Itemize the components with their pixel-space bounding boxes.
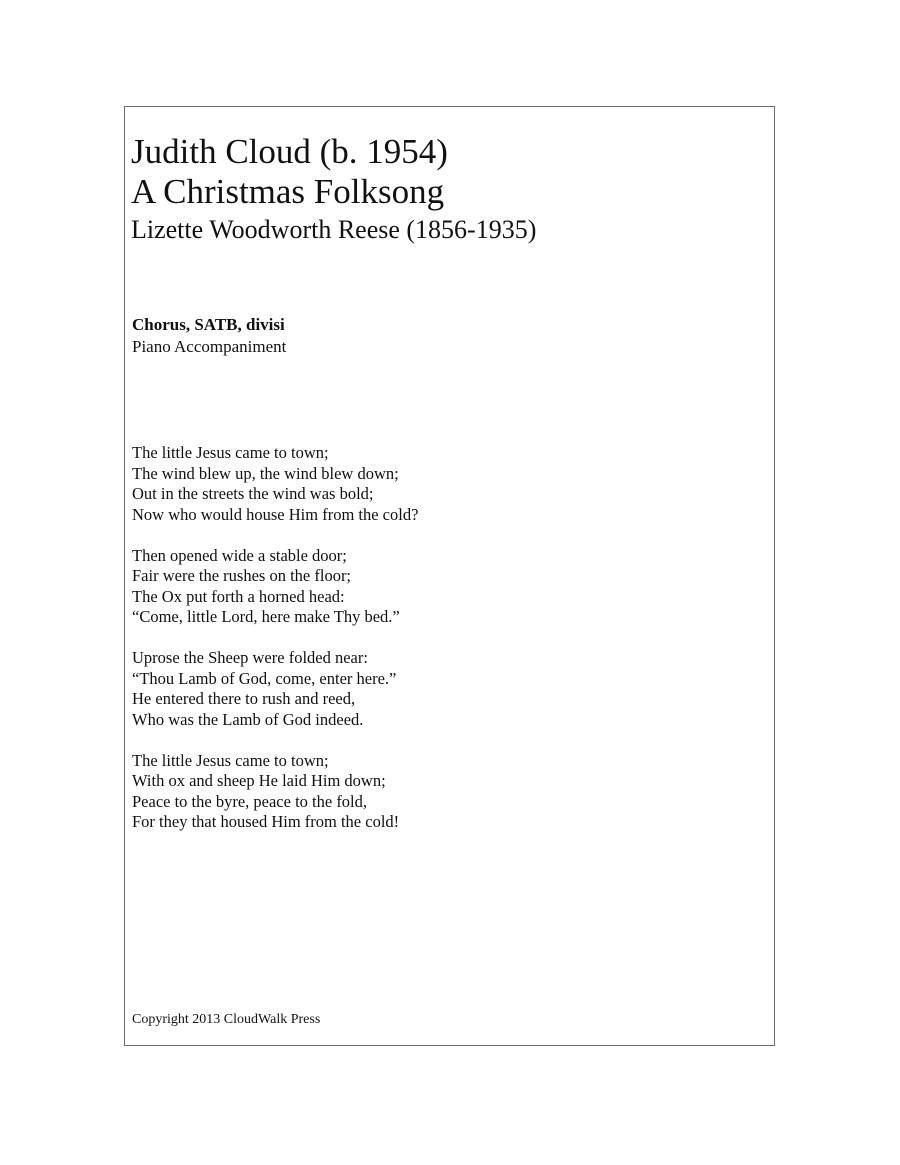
verse-line: The wind blew up, the wind blew down;	[132, 463, 399, 483]
poet-name: Lizette Woodworth Reese (1856-1935)	[131, 215, 537, 244]
verse-line: The little Jesus came to town;	[132, 750, 329, 770]
stanza	[132, 443, 418, 525]
stanza	[132, 546, 418, 628]
verse-line: Fair were the rushes on the floor;	[132, 566, 352, 585]
verse-line: Peace to the byre, peace to the fold,	[132, 791, 368, 811]
poem-text	[132, 443, 418, 853]
verse-line: “Come, little Lord, here make Thy bed.”	[132, 607, 400, 626]
verse-line: Uprose the Sheep were folded near:	[132, 648, 368, 667]
work-title: A Christmas Folksong	[131, 172, 445, 211]
verse-line: The little Jesus came to town;	[132, 443, 329, 462]
copyright-notice: Copyright 2013 CloudWalk Press	[132, 1012, 321, 1027]
stanza	[132, 751, 418, 833]
verse-line: For they that housed Him from the cold!	[132, 812, 400, 831]
scoring-block	[132, 314, 286, 358]
voicing: Chorus, SATB, divisi	[132, 315, 285, 334]
composer-name: Judith Cloud (b. 1954)	[131, 132, 448, 171]
stanza	[132, 648, 418, 730]
verse-line: Out in the streets the wind was bold;	[132, 484, 374, 503]
verse-line: He entered there to rush and reed,	[132, 689, 356, 708]
verse-line: With ox and sheep He laid Him down;	[132, 771, 386, 790]
verse-line: Now who would house Him from the cold?	[132, 504, 419, 524]
title-block	[131, 132, 536, 248]
verse-line: Who was the Lamb of God indeed.	[132, 709, 364, 729]
verse-line: The Ox put forth a horned head:	[132, 586, 345, 606]
verse-line: Then opened wide a stable door;	[132, 545, 347, 565]
verse-line: “Thou Lamb of God, come, enter here.”	[132, 668, 397, 688]
accompaniment: Piano Accompaniment	[132, 337, 287, 356]
